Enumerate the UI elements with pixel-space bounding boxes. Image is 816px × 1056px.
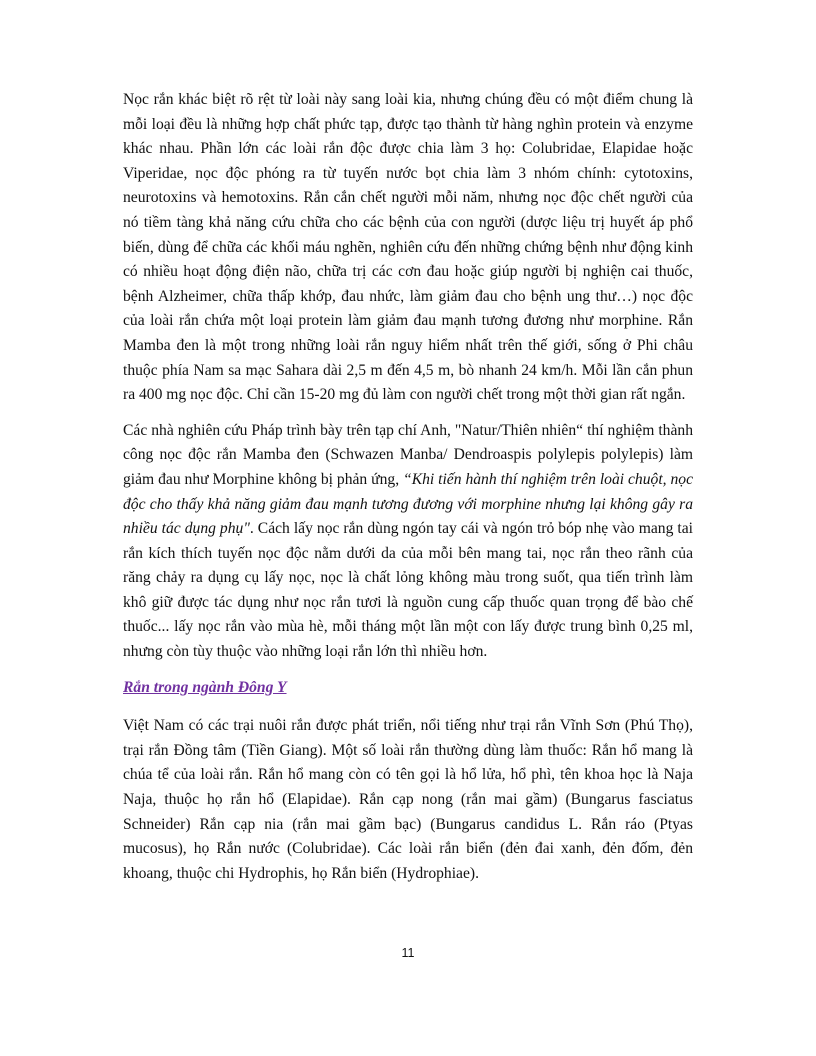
paragraph-rest-text: . Cách lấy nọc rắn dùng ngón tay cái và ngón trỏ bóp nhẹ vào mang tai rắn kích thích tuyến nọc độc nằm dưới da của mỗi bên mang tai, nọc rắn theo rãnh của răng chảy ra dụng cụ lấy nọc, nọc là chất lỏng không màu trong suốt, qua tiến trình làm khô giữ được tác dụng như nọc rắn tươi là nguồn cung cấp thuốc quan trọng để bào chế thuốc... lấy nọc rắn vào mùa hè, mỗi tháng một lần một con lấy được trung bình 0,25 ml, nhưng còn tùy thuộc vào những loại rắn lớn thì nhiều hơn. [123,520,693,661]
section-heading: Rắn trong ngành Đông Y [123,678,287,696]
paragraph-vietnam-snakes: Việt Nam có các trại nuôi rắn được phát triển, nổi tiếng như trại rắn Vĩnh Sơn (Phú Thọ), trại rắn Đồng tâm (Tiền Giang). Một số loài rắn thường dùng làm thuốc: Rắn hổ mang là chúa tể của loài rắn. Rắn hổ mang còn có tên gọi là hổ lửa, hổ phì, tên khoa học là Naja Naja, thuộc họ rắn hổ (Elapidae). Rắn cạp nong (rắn mai gầm) (Bungarus fasciatus Schneider) Rắn cạp nia (rắn mai gầm bạc) (Bungarus candidus L. Rắn ráo (Ptyas mucosus), họ Rắn nước (Colubridae). Các loài rắn biển (đẻn đai xanh, đẻn đốm, đẻn khoang, thuộc chi Hydrophis, họ Rắn biển (Hydrophiae). [123,717,693,882]
italic-quote: “Khi tiến hành thí nghiệm trên loài chuột, nọc độc cho thấy khả năng giảm đau mạnh tương đương với morphine nhưng lại không gây ra nhiều tác dụng phụ" [123,470,693,538]
paragraph-venom-overview: Nọc rắn khác biệt rõ rệt từ loài này sang loài kia, nhưng chúng đều có một điểm chung là mỗi loại đều là những hợp chất phức tạp, được tạo thành từ hàng nghìn protein và enzyme khác nhau. Phần lớn các loài rắn độc được chia làm 3 họ: Colubridae, Elapidae hoặc Viperidae, nọc độc phóng ra từ tuyến nước bọt chia làm 3 nhóm chính: cytotoxins, neurotoxins và hemotoxins. Rắn cắn chết người mỗi năm, nhưng nọc độc chết người của nó tiềm tàng khả năng cứu chữa cho các bệnh của con người (dược liệu trị huyết áp phổ biến, dùng để chữa các khối máu nghẽn, nghiên cứu đến những chứng bệnh như động kinh có nhiều hoạt động điện não, chữa trị các cơn đau hoặc giúp người bị nghiện cai thuốc, bệnh Alzheimer, chữa thấp khớp, đau nhức, làm giảm đau cho bệnh ung thư…) nọc độc của loài rắn chứa một loại protein làm giảm đau mạnh tương đương như morphine. Rắn Mamba đen là một trong những loài rắn nguy hiểm nhất trên thế giới, sống ở Phi châu thuộc phía Nam sa mạc Sahara dài 2,5 m đến 4,5 m, bò nhanh 24 km/h. Mỗi lần cắn phun ra 400 mg nọc độc. Chỉ cần 15-20 mg đủ làm con người chết trong một thời gian rất ngắn. [123,91,693,404]
page-content [123,88,693,897]
paragraph-lead-text: Các nhà nghiên cứu Pháp trình bày trên tạp chí Anh, "Natur/Thiên nhiên“ thí nghiệm thành công nọc độc rắn Mamba đen (Schwazen Manba/ Dendroaspis polylepis polylepis) làm giảm đau như Morphine không bị phản ứng, [123,421,693,488]
page-number: 11 [401,946,415,960]
paragraph-mamba-research [123,419,693,665]
